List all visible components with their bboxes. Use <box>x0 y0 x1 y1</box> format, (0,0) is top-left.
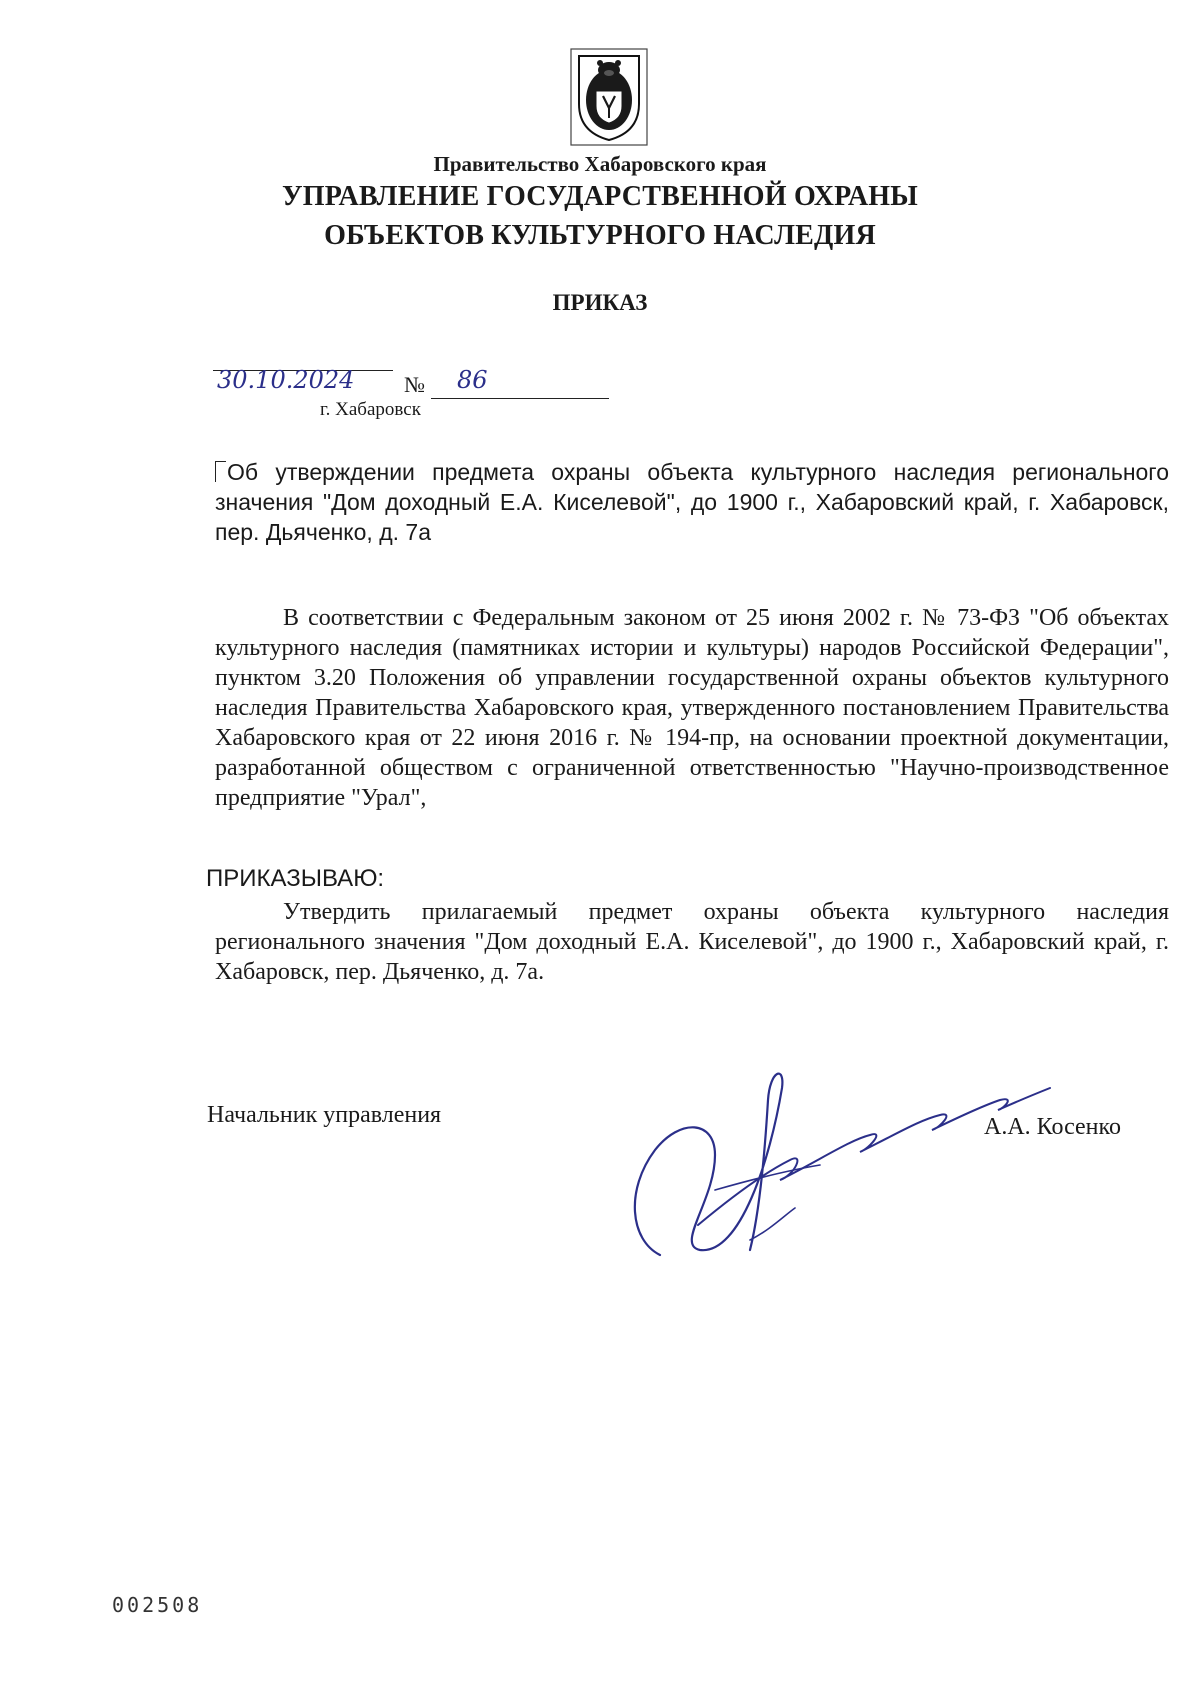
government-name: Правительство Хабаровского края <box>433 152 767 176</box>
order-preamble: В соответствии с Федеральным законом от 25 июня 2002 г. № 73-ФЗ "Об объектах культурного наследия (памятниках истории и культуры) народов Российской Федерации", пунктом 3.20 Положения об управлении государственной охраны объектов культурного наследия Правительства Хабаровского края, утвержденного постановлением Правительства Хабаровского края от 22 июня 2016 г. № 194-пр, на основании проектной документации, разработанной обществом с ограниченной ответственностью "Научно-производственное предприятие "Урал", <box>215 605 1169 811</box>
signatory-name: А.А. Косенко <box>984 1114 1121 1140</box>
department-name-line1: УПРАВЛЕНИЕ ГОСУДАРСТВЕННОЙ ОХРАНЫ <box>282 181 918 212</box>
order-number: 86 <box>457 366 488 394</box>
coat-of-arms-icon <box>570 48 648 146</box>
handwritten-signature <box>620 1040 1070 1285</box>
document-serial-number: 002508 <box>112 1593 203 1617</box>
number-sign: № <box>404 372 425 397</box>
corner-mark-left <box>215 461 226 482</box>
order-clause: Утвердить прилагаемый предмет охраны объекта культурного наследия регионального значения "Дом доходный Е.А. Киселевой", до 1900 г., Хабаровский край, г. Хабаровск, пер. Дьяченко, д. 7а. <box>215 899 1169 985</box>
order-date: 30.10.2024 <box>217 366 355 394</box>
department-name-line2: ОБЪЕКТОВ КУЛЬТУРНОГО НАСЛЕДИЯ <box>324 220 876 251</box>
order-subject <box>215 457 1169 547</box>
document-title: ПРИКАЗ <box>552 290 648 315</box>
number-underline <box>431 398 609 399</box>
order-subject-text: Об утверждении предмета охраны объекта культурного наследия регионального значения "Дом доходный Е.А. Киселевой", до 1900 г., Хабаровский край, г. Хабаровск, пер. Дьяченко, д. 7а <box>215 459 1169 545</box>
order-city: г. Хабаровск <box>320 399 421 420</box>
order-directive: ПРИКАЗЫВАЮ: <box>206 865 385 892</box>
signatory-position: Начальник управления <box>207 1102 442 1128</box>
